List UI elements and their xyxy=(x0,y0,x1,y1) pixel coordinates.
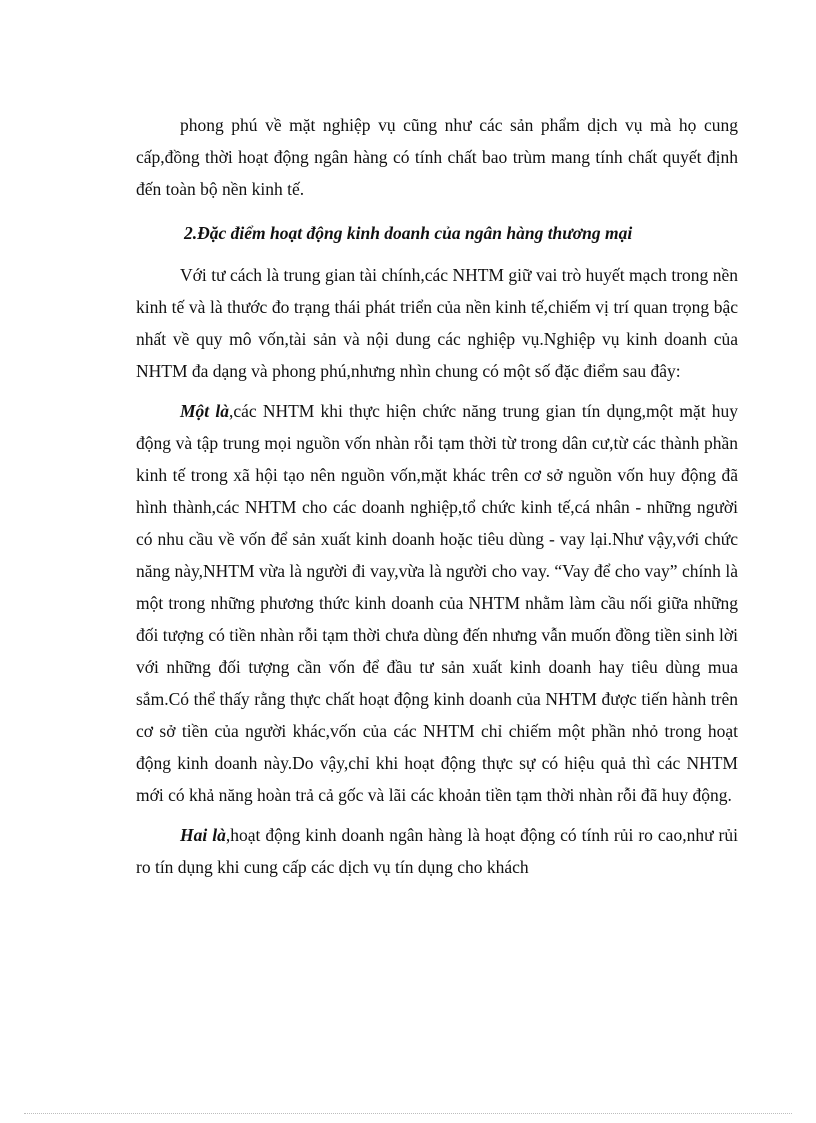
paragraph-3-lead: Một là xyxy=(180,401,229,421)
paragraph-4-body: ,hoạt động kinh doanh ngân hàng là hoạt động có tính rủi ro cao,như rủi ro tín dụng khi cung cấp các dịch vụ tín dụng cho khách xyxy=(136,825,738,877)
page-bottom-divider xyxy=(24,1113,792,1114)
document-body xyxy=(136,109,738,883)
paragraph-3 xyxy=(136,395,738,811)
section-heading: 2.Đặc điểm hoạt động kinh doanh của ngân hàng thương mại xyxy=(184,223,633,243)
paragraph-4 xyxy=(136,819,738,883)
paragraph-1: phong phú về mặt nghiệp vụ cũng như các sản phẩm dịch vụ mà họ cung cấp,đồng thời hoạt động ngân hàng có tính chất bao trùm mang tính chất quyết định đến toàn bộ nền kinh tế. xyxy=(136,115,738,199)
paragraph-4-lead: Hai là xyxy=(180,825,226,845)
paragraph-3-body: ,các NHTM khi thực hiện chức năng trung gian tín dụng,một mặt huy động và tập trung mọi nguồn vốn nhàn rỗi tạm thời từ trong dân cư,từ các thành phần kinh tế trong xã hội tạo nên nguồn vốn,mặt khác trên cơ sở nguồn vốn huy động đã hình thành,các NHTM cho các doanh nghiệp,tổ chức kinh tế,cá nhân - những người có nhu cầu về vốn để sản xuất kinh doanh hoặc tiêu dùng - vay lại.Như vậy,với chức năng này,NHTM vừa là người đi vay,vừa là người cho vay. “Vay để cho vay” chính là một trong những phương thức kinh doanh của NHTM nhằm làm cầu nối giữa những đối tượng có tiền nhàn rỗi tạm thời chưa dùng đến nhưng vẫn muốn đồng tiền sinh lời với những đối tượng cần vốn để đầu tư sản xuất kinh doanh hay tiêu dùng mua sắm.Có thể thấy rằng thực chất hoạt động kinh doanh của NHTM được tiến hành trên cơ sở tiền của người khác,vốn của các NHTM chỉ chiếm một phần nhỏ trong hoạt động kinh doanh này.Do vậy,chỉ khi hoạt động thực sự có hiệu quả thì các NHTM mới có khả năng hoàn trả cả gốc và lãi các khoản tiền tạm thời nhàn rỗi đã huy động. xyxy=(136,401,738,805)
paragraph-2: Với tư cách là trung gian tài chính,các NHTM giữ vai trò huyết mạch trong nền kinh tế và là thước đo trạng thái phát triển của nền kinh tế,chiếm vị trí quan trọng bậc nhất về quy mô vốn,tài sản và nội dung các nghiệp vụ.Nghiệp vụ kinh doanh của NHTM đa dạng và phong phú,nhưng nhìn chung có một số đặc điểm sau đây: xyxy=(136,265,738,381)
